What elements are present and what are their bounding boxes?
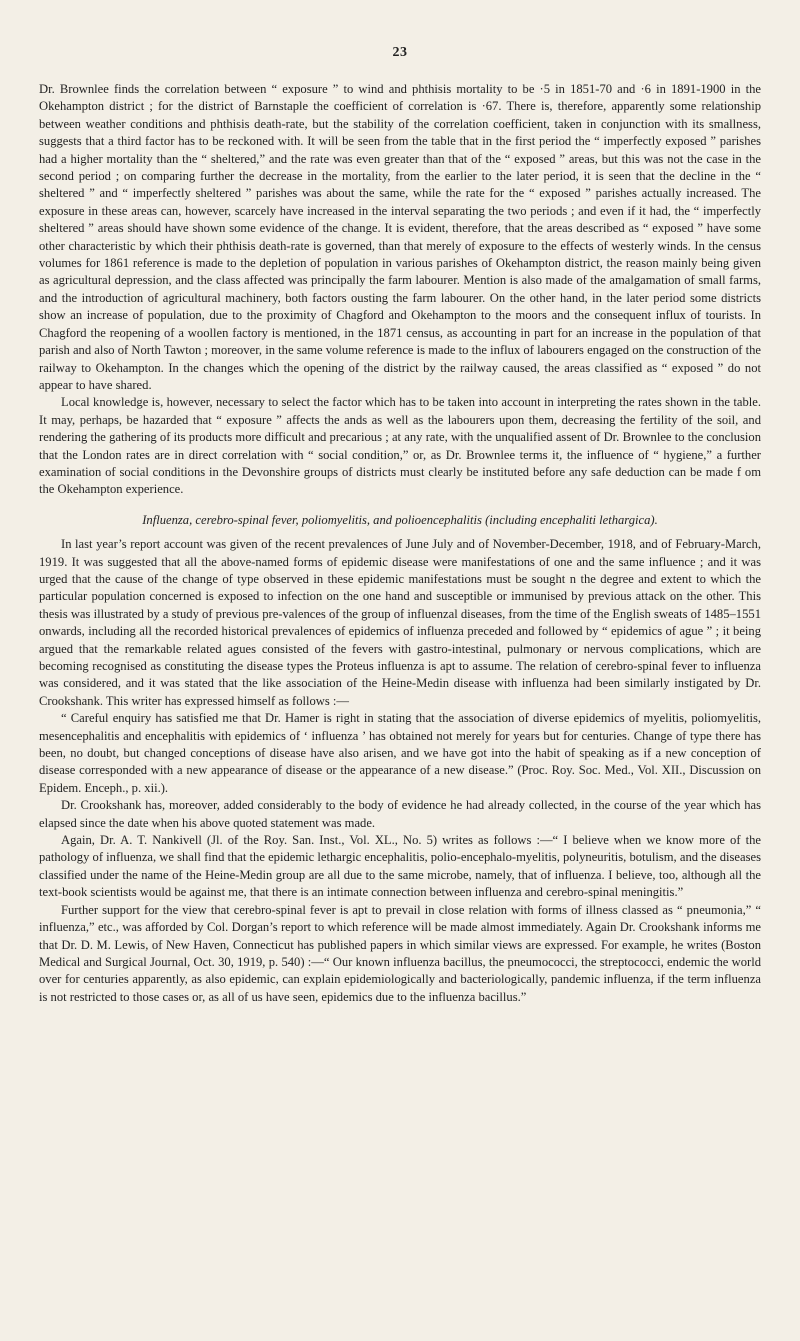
page-number: 23 <box>392 45 408 60</box>
paragraph-further-support: Further support for the view that cerebro-spinal fever is apt to prevail in close relation with forms of illness classed as “ pneumonia,” “ influenza,” etc., was afforded by Col. Dorgan’s report to which reference will be made almost immediately. Again Dr. Crookshank informs me that Dr. D. M. Lewis, of New Haven, Connecticut has published papers in which similar views are expressed. For example, he writes (Boston Medical and Surgical Journal, Oct. 30, 1919, p. 540) :—“ Our known influenza bacillus, the pneumococci, the streptococci, endemic the world over for centuries apparently, as also epidemic, can explain epidemiologically and bacteriologically, pandemic influenza, if the term influenza is not restricted to those cases or, as all of us have seen, epidemics due to the influenza bacillus.” <box>39 902 761 1004</box>
paragraph-crookshank-evidence: Dr. Crookshank has, moreover, added considerably to the body of evidence he had already collected, in the course of the year which has elapsed since the date when his above quoted statement was made. <box>39 798 761 830</box>
paragraph-crookshank-quote: “ Careful enquiry has satisfied me that Dr. Hamer is right in stating that the association of diverse epidemics of myelitis, poliomyelitis, mesencephalitis and encephalitis with epidemics of ‘ influenza ’ has obtained not merely for years but for centuries. Change of type there has been, no doubt, but changed conceptions of disease have also arisen, and we have got into the habit of speaking as if a new conception of disease corresponded with a new appearance of disease or the appearance of a new disease.” (Proc. Roy. Soc. Med., Vol. XII., Discussion on Epidem. Enceph., p. xii.). <box>39 711 761 795</box>
paragraph-local-knowledge: Local knowledge is, however, necessary to select the factor which has to be taken into account in interpreting the rates shown in the table. It may, perhaps, be hazarded that “ exposure ” affects the ands as well as the labourers upon them, decreasing the fertility of the soil, and rendering the gathering of its products more difficult and precarious ; at any rate, with the unqualified assent of Dr. Brownlee to the conclusion that the London rates are in direct correlation with “ social condition,” or, as Dr. Brownlee terms it, the influence of “ hygiene,” a further examination of social conditions in the Devonshire groups of districts must clearly be instituted before any safe deduction can be made f om the Okehampton experience. <box>39 395 761 497</box>
paragraph-nankivell-quote: Again, Dr. A. T. Nankivell (Jl. of the Roy. San. Inst., Vol. XL., No. 5) writes as follows :—“ I believe when we know more of the pathology of influenza, we shall find that the epidemic lethargic encephalitis, polio-encephalo-myelitis, polyneuritis, botulism, and the diseases classified under the name of the Heine-Medin group are all due to the same microbe, namely, that of influenza. I believe, too, although all the text-book scientists would be against me, that there is an intimate connection between influenza and cerebro-spinal meningitis.” <box>39 833 761 900</box>
section-heading-influenza: Influenza, cerebro-spinal fever, poliomyelitis, and polioencephalitis (including encephaliti lethargica). <box>142 512 658 527</box>
paragraph-last-years-report: In last year’s report account was given of the recent prevalences of June July and of November-December, 1918, and of February-March, 1919. It was suggested that all the above-named forms of epidemic disease were manifestations of one and the same influence ; and it was urged that the cause of the change of type observed in these epidemic manifestations must be sought n the degree and extent to which the particular population concerned is exposed to infection on the one hand and susceptible or immunised by previous attack on the other. This thesis was illustrated by a study of previous pre-valences of the group of influenzal diseases, from the time of the English sweats of 1485–1551 onwards, including all the recorded historical prevalences of epidemics of influenza preceded and followed by “ epidemics of ague ” ; it being argued that the remarkable related agues consisted of the fevers with gastro-intestinal, pulmonary or nervous complications, which are becoming recognised as constituting the disease types the Proteus influenza is apt to assume. The relation of cerebro-spinal fever to influenza was considered, and it was stated that the like association of the Heine-Medin disease with influenza had been similarly instigated by Dr. Crookshank. This writer has expressed himself as follows :— <box>39 537 761 708</box>
paragraph-brownlee-correlation: Dr. Brownlee finds the correlation between “ exposure ” to wind and phthisis mortality to be ·5 in 1851-70 and ·6 in 1891-1900 in the Okehampton district ; for the district of Barnstaple the coefficient of correlation is ·67. There is, therefore, apparently some relationship between weather conditions and phthisis death-rate, but the stability of the correlation coefficient, taken in conjunction with its smallness, suggests that a third factor has to be reckoned with. It will be seen from the table that in the first period the “ imperfectly exposed ” parishes had a higher mortality than the “ sheltered,” and the rate was even greater than that of the “ exposed ” areas, but this was not the case in the second period ; on comparing further the decrease in the mortality, from the earlier to the later period, it is seen that the decline in the “ sheltered ” and “ imperfectly sheltered ” parishes was about the same, while the rate for the “ exposed ” parishes actually increased. The exposure in these areas can, however, scarcely have increased in the interval separating the two periods ; and even if it had, the “ imperfectly sheltered ” areas should have shown some evidence of the change. It is evident, therefore, that the areas described as “ exposed ” have some other characteristic by which their phthisis death-rate is governed, than that merely of exposure to the effects of westerly winds. In the census volumes for 1861 reference is made to the depletion of population in various parishes of Okehampton district, the reason mainly being given as agricultural depression, and the class affected was principally the farm labourer. Mention is also made of the amalgamation of small farms, and the introduction of agricultural machinery, both factors ousting the farm labourer. On the other hand, in the later period some districts show an increase of population, due to the proximity of Chagford and Okehampton to the moors and the consequent influx of tourists. In Chagford the reopening of a woollen factory is mentioned, in the 1871 census, as accounting in part for an increase in the population of that parish and also of North Tawton ; moreover, in the same volume reference is made to the influx of labourers engaged on the construction of the railway to Okehampton. In the changes which the opening of the district by the railway caused, the areas classified as “ exposed ” do not appear to have shared. <box>39 82 761 392</box>
